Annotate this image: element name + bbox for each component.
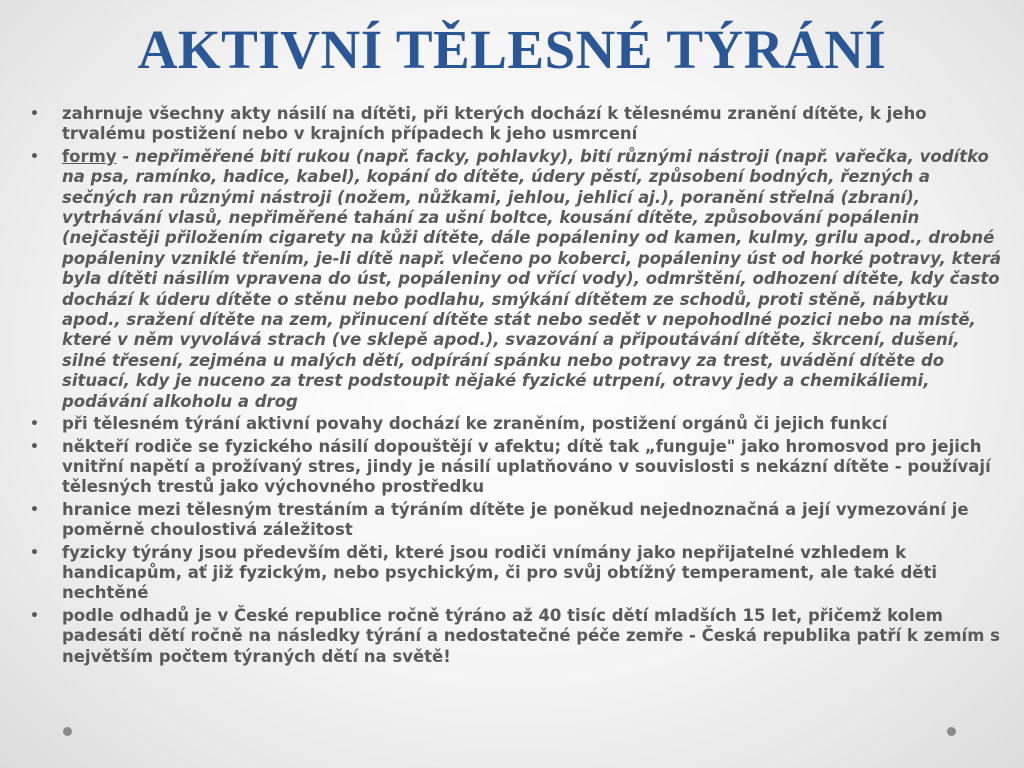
bullet-item-parents (24, 437, 1008, 498)
bullet-text: při tělesném týrání aktivní povahy dochází ke zraněním, postižení orgánů či jejich funkcí (62, 414, 888, 434)
bullet-item-statistics (24, 606, 1008, 667)
bullet-text: podle odhadů je v České republice ročně týráno až 40 tisíc dětí mladších 15 let, přičemž kolem padesáti dětí ročně na následky týrání a nedostatečné péče zemře - Česká republika patří k zemím s největším počtem týraných dětí na světě! (62, 605, 1000, 666)
bullet-text: fyzicky týrány jsou především děti, které jsou rodiči vnímány jako nepřijatelné vzhledem k handicapům, ať již fyzickým, nebo psychickým, či pro svůj obtížný temperament, ale také děti nechtěné (62, 542, 938, 603)
bullet-item-boundary (24, 500, 1008, 541)
decorative-dot-icon (947, 727, 956, 736)
bullet-point-icon: • (30, 544, 39, 561)
forms-description: - nepřiměřené bití rukou (např. facky, pohlavky), bití různými nástroji (např. vařečka, vodítko na psa, ramínko, hadice, kabel), kopání do dítěte, údery pěstí, způsobení bodných, řezných a sečných ran různými nástroji (nožem, nůžkami, jehlou, jehlicí aj.), poranění střelná (zbraní), vytrhávání vlasů, nepřiměřené tahání za ušní boltce, kousání dítěte, způsobování popálenin (nejčastěji přiložením cigarety na kůži dítěte, dále popáleniny od kamen, kulmy, grilu apod., drobné popáleniny vzniklé třením, je-li dítě např. vlečeno po koberci, popáleniny úst od horké potravy, která byla dítěti násilím vpravena do úst, popáleniny od vřící vody), odmrštění, odhození dítěte, kdy často dochází k úderu dítěte o stěnu nebo podlahu, smýkání dítětem ze schodů, proti stěně, nábytku apod., sražení dítěte na zem, přinucení dítěte stát nebo sedět v nepohodlné pozici nebo na místě, které v něm vyvolává strach (ve sklepě apod.), svazování a připoutávání dítěte, škrcení, dušení, silné třesení, zejména u malých dětí, odpírání spánku nebo potravy za trest, uvádění dítěte do situací, kdy je nuceno za trest podstoupit nějaké fyzické utrpení, otravy jedy a chemikáliemi, podávání alkoholu a drog (62, 146, 1001, 411)
bullet-point-icon: • (30, 607, 39, 624)
bullet-point-icon: • (30, 106, 39, 122)
bullet-item-definition (24, 104, 1008, 145)
bullet-item-injuries (24, 414, 1008, 434)
bullet-item-forms (24, 147, 1008, 412)
decorative-dot-icon (63, 727, 72, 736)
bullet-text: někteří rodiče se fyzického násilí dopouštějí v afektu; dítě tak „funguje" jako hromosvod pro jejich vnitřní napětí a prožívaný stres, jindy je násilí uplatňováno v souvislosti s nekázní dítěte - používají tělesných trestů jako výchovného prostředku (62, 436, 991, 497)
bullet-item-victims (24, 543, 1008, 604)
slide-title: AKTIVNÍ TĚLESNÉ TÝRÁNÍ (137, 19, 887, 80)
bullet-point-icon: • (30, 438, 39, 455)
bullet-point-icon: • (30, 501, 39, 518)
bullet-list (24, 104, 1008, 669)
bullet-point-icon: • (30, 148, 39, 165)
bullet-point-icon: • (30, 416, 39, 433)
term-forms: formy (62, 146, 117, 166)
bullet-text: hranice mezi tělesným trestáním a týráním dítěte je poněkud nejednoznačná a její vymezování je poměrně choulostivá záležitost (62, 499, 969, 540)
bullet-text: zahrnuje všechny akty násilí na dítěti, při kterých dochází k tělesnému zranění dítěte, k jeho trvalému postižení nebo v krajních případech k jeho usmrcení (62, 104, 927, 144)
bullet-text (62, 147, 1001, 411)
